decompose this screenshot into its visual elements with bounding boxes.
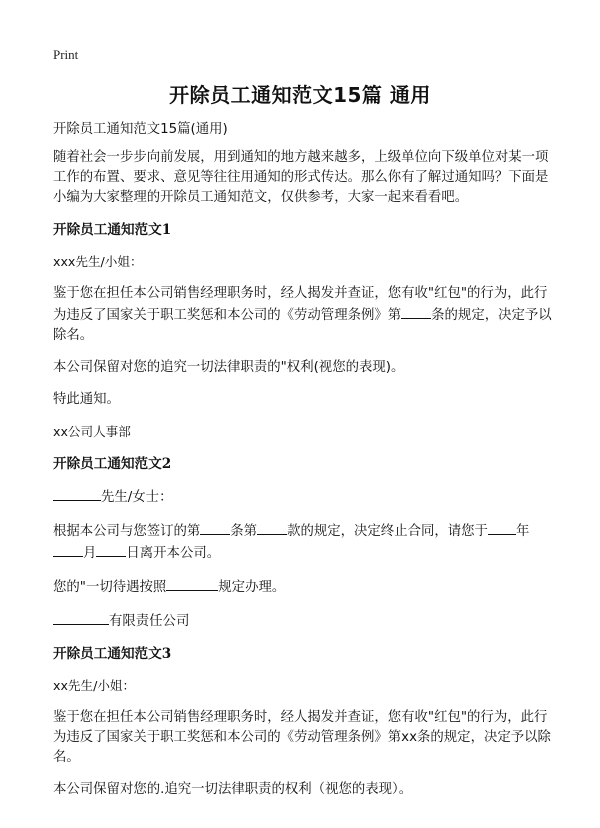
section-3-paragraph-1: 鉴于您在担任本公司销售经理职务时，经人揭发并查证，您有收"红包"的行为，此行为违反了国家关于职工奖惩和本公司的《劳动管理条例》第xx条的规定，决定予以除名。 [53,710,551,765]
section-2-paragraph-1-part-d: 年 [515,524,530,539]
section-2-paragraph-1-part-c: 款的规定，决定终止合同，请您于 [287,524,488,539]
section-2-paragraph-2-part-b: 规定办理。 [218,580,286,595]
document-body [53,120,553,812]
fill-blank [166,576,218,591]
section-1-paragraph-1-part-a: 鉴于您在担任本公司销售经理职务时，经人揭发并查证，您有收"红包"的行为，此行为违反了国家关于职工奖惩和本公司的《劳动管理条例》第 [53,286,548,323]
section-2-paragraph-1-part-f: 日离开本公司。 [126,546,221,561]
section-2-paragraph-1 [53,520,553,564]
section-1-paragraph-2: 本公司保留对您的追究一切法律职责的"权利(视您的表现)。 [53,360,405,375]
section-2-heading: 开除员工通知范文2 [53,456,172,472]
fill-blank [200,520,230,535]
section-1-paragraph-1 [53,284,553,346]
section-2-paragraph-1-part-a: 根据本公司与您签订的第 [53,524,201,539]
section-1-paragraph-3: 特此通知。 [53,392,120,407]
fill-blank [53,486,101,501]
section-1-heading: 开除员工通知范文1 [53,222,172,238]
section-2-paragraph-1-part-b: 条第 [230,524,258,539]
section-1-salutation: xxx先生/小姐： [53,254,143,269]
section-1-paragraph-1-part-b: 条的规定，决定予以除名。 [53,308,552,343]
section-3-salutation: xx先生/小姐： [53,678,136,693]
document-title: 开除员工通知范文15篇 通用 [169,83,431,107]
section-2-salutation-text: 先生/女士： [101,490,173,505]
section-2-paragraph-2 [53,576,553,598]
section-2-paragraph-2-part-a: 您的"一切待遇按照 [53,580,167,595]
fill-blank [401,304,431,319]
fill-blank [96,542,126,557]
fill-blank [53,542,83,557]
section-2-paragraph-1-part-e: 月 [83,546,97,561]
print-label: Print [53,47,79,62]
fill-blank [53,610,109,625]
section-3-heading: 开除员工通知范文3 [53,646,172,662]
intro-paragraph: 随着社会一步步向前发展，用到通知的地方越来越多，上级单位向下级单位对某一项工作的布置、要求、意见等往往用通知的形式传达。那么你有了解过通知吗？下面是小编为大家整理的开除员工通知范文，仅供参考，大家一起来看看吧。 [53,150,549,205]
fill-blank [257,520,287,535]
section-2-signature-text: 有限责任公司 [109,614,190,629]
document-subtitle: 开除员工通知范文15篇(通用) [53,122,228,137]
section-2-signature [53,610,553,632]
section-1-signature: xx公司人事部 [53,424,131,439]
section-3-paragraph-2: 本公司保留对您的.追究一切法律职责的权利（视您的表现）。 [53,782,413,797]
fill-blank [488,520,516,535]
section-2-salutation [53,486,553,508]
